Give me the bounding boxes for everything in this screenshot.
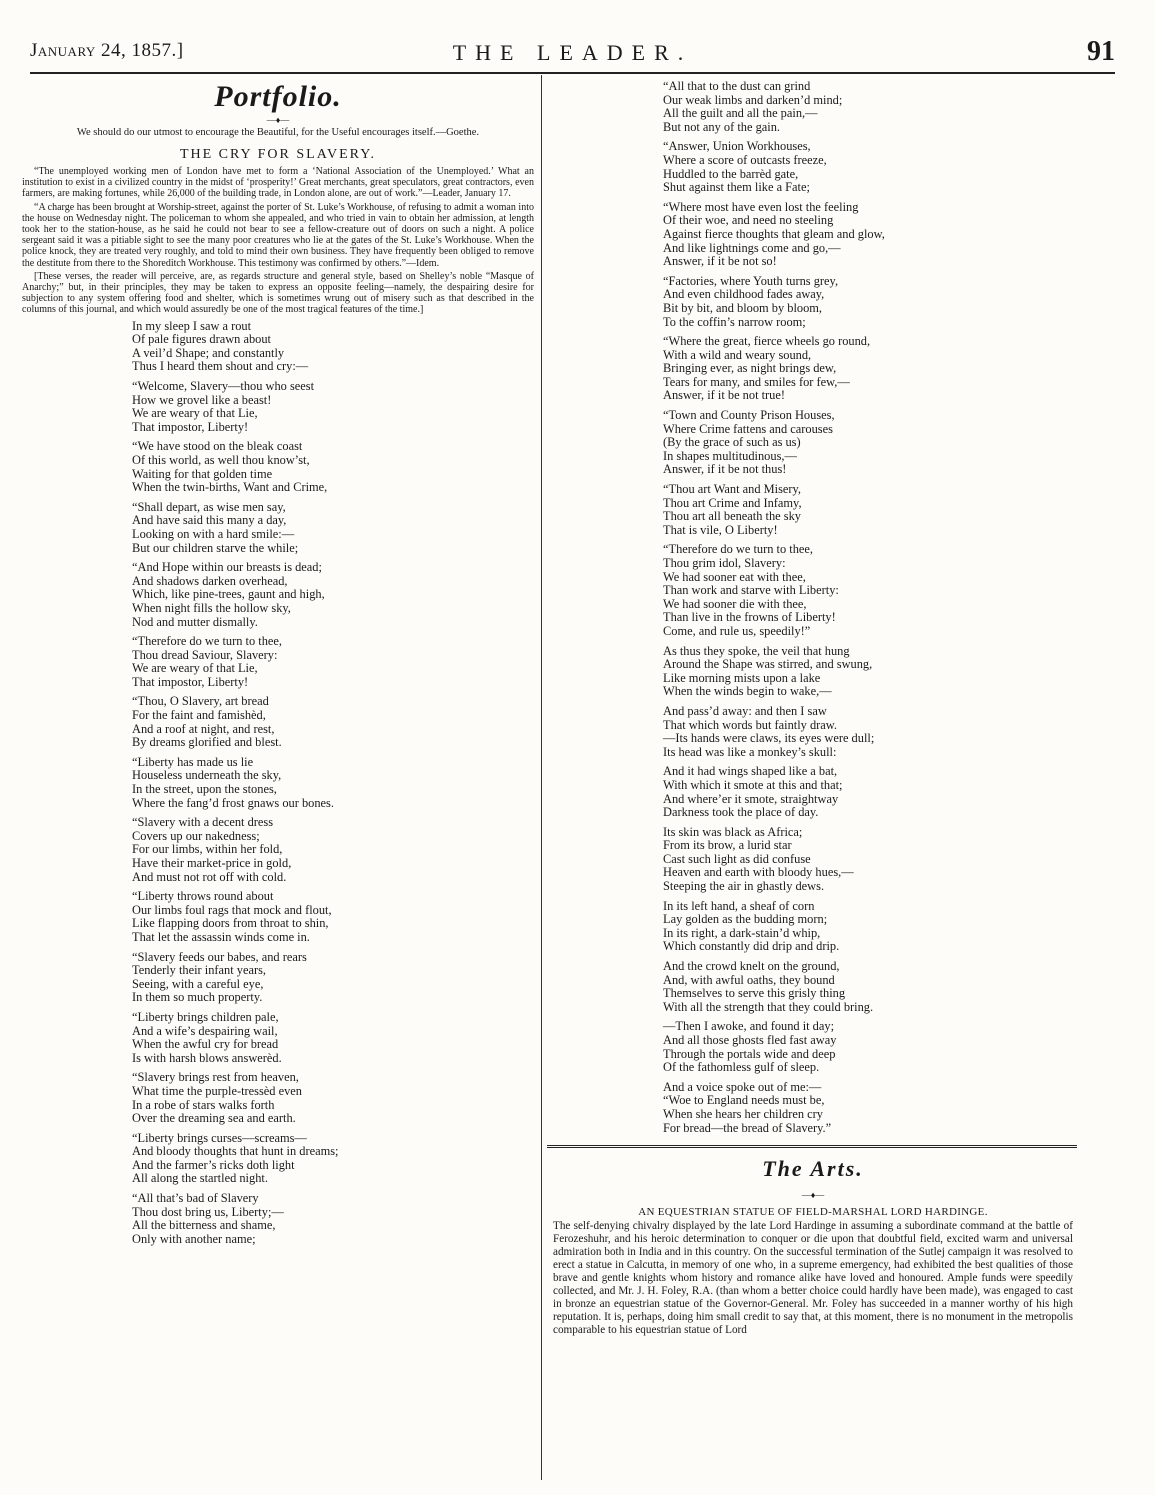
poem-line: We had sooner eat with thee, [663, 569, 806, 584]
article-title: AN EQUESTRIAN STATUE OF FIELD-MARSHAL LORD HARDINGE. [638, 1206, 988, 1219]
poem-line: Of this world, as well thou know’st, [132, 452, 310, 467]
poem-line: “Town and County Prison Houses, [663, 408, 835, 423]
poem-line: Looking on with a hard smile:— [132, 526, 295, 541]
poem-line: Darkness took the place of day. [663, 805, 819, 820]
poem-line: “Slavery with a decent dress [132, 815, 274, 830]
poem-line: Of the fathomless gulf of sleep. [663, 1060, 820, 1075]
intro-paragraph: “The unemployed working men of London have met to form a ‘National Association of the Unemployed.’ What an institution to exist in a civilized country in the midst of ‘prosperity!’ Great merchants, great speculators, great contractors, even farmers, are making fortunes, while 26,000 of the building trade, in London alone, are out of work.”—Leader, January 17. [22, 166, 534, 200]
poem-line: Answer, if it be not thus! [663, 462, 787, 477]
poem-line: Where a score of outcasts freeze, [663, 152, 827, 167]
poem-line: Shut against them like a Fate; [663, 180, 810, 195]
poem-line: Answer, if it be not true! [663, 388, 786, 403]
stanza [132, 501, 534, 555]
poem-line: And a wife’s despairing wail, [132, 1023, 278, 1038]
poem-line: “Slavery brings rest from heaven, [132, 1070, 299, 1085]
poem-line: “Where the great, fierce wheels go round, [663, 334, 871, 349]
poem-line: “Liberty throws round about [132, 889, 274, 904]
stanza [663, 900, 1073, 954]
page-header [30, 36, 1115, 70]
poem-line: “And Hope within our breasts is dead; [132, 560, 322, 575]
masthead-title: THE LEADER. [452, 40, 693, 65]
poem-line: Around the Shape was stirred, and swung, [663, 657, 873, 672]
poem-line: —Then I awoke, and found it day; [663, 1019, 835, 1034]
poem-line: Only with another name; [132, 1231, 256, 1246]
poem-line: And where’er it smote, straightway [663, 791, 839, 806]
page-number: 91 [1087, 36, 1115, 67]
poem-line: In shapes multitudinous,— [663, 448, 797, 463]
issue-date: January 24, 1857.] [30, 40, 184, 61]
poem-line: Its skin was black as Africa; [663, 824, 803, 839]
poem-line: Cast such light as did confuse [663, 851, 811, 866]
poem-line: In its left hand, a sheaf of corn [663, 898, 815, 913]
poem-line: For the faint and famishèd, [132, 708, 266, 723]
stanza [663, 201, 1073, 269]
poem-line: “Therefore do we turn to thee, [663, 542, 813, 557]
poem-line: Seeing, with a careful eye, [132, 976, 264, 991]
poem-line: Come, and rule us, speedily!” [663, 623, 811, 638]
poem-line: When she hears her children cry [663, 1106, 823, 1121]
poem-line: “Liberty brings curses—screams— [132, 1130, 307, 1145]
poem-line: And the crowd knelt on the ground, [663, 959, 840, 974]
poem-line: Thou art Crime and Infamy, [663, 495, 802, 510]
poem-line: With all the strength that they could bring. [663, 999, 874, 1014]
stanza [663, 409, 1073, 477]
poem-line: But our children starve the while; [132, 540, 299, 555]
poem-line: “Liberty has made us lie [132, 754, 254, 769]
stanza [132, 320, 534, 374]
stanza [132, 816, 534, 884]
poem-line: For bread—the bread of Slavery.” [663, 1120, 832, 1135]
poem-line: As thus they spoke, the veil that hung [663, 643, 850, 658]
poem-line: Thou grim idol, Slavery: [663, 556, 786, 570]
poem-line: “Woe to England needs must be, [663, 1093, 825, 1108]
ornament-divider: —♦— [801, 1190, 825, 1201]
poem-line: When the twin-births, Want and Crime, [132, 480, 328, 495]
stanza [132, 635, 534, 689]
poem-line: Houseless underneath the sky, [132, 768, 282, 783]
poem-line: We are weary of that Lie, [132, 661, 258, 676]
left-column [22, 80, 534, 1252]
poem-line: And shadows darken overhead, [132, 573, 288, 588]
poem-line: That let the assassin winds come in. [132, 929, 310, 944]
poem-line: “Answer, Union Workhouses, [663, 139, 811, 154]
poem-line: “Therefore do we turn to thee, [132, 634, 282, 649]
poem-line: “Where most have even lost the feeling [663, 199, 859, 214]
poem-line: Tears for many, and smiles for few,— [663, 374, 850, 389]
poem-line: All along the startled night. [132, 1171, 268, 1186]
poem-line: —Its hands were claws, its eyes were dull; [663, 731, 875, 746]
poem-line: Thou dread Saviour, Slavery: [132, 647, 278, 662]
poem-line: For our limbs, within her fold, [132, 842, 283, 857]
article-body: The self-denying chivalry displayed by the late Lord Hardinge in assuming a subordinate command at the battle of Ferozeshuhr, and his heroic determination to conquer or die upon that doubtful field, excited warm and universal admiration both in India and in this country. On the successful termination of the Sutlej campaign it was resolved to erect a statue in Calcutta, in memory of one who, in a supreme emergency, had exhibited the best qualities of those brave and gentle knights whom history and romance alike have loved and honoured. Ample funds were speedily collected, and Mr. J. H. Foley, R.A. (than whom a better choice could hardly have been made), was engaged to cast in bronze an equestrian statue of the Governor-General. Mr. Foley has succeeded in a manner worthy of his high reputation. It is, perhaps, doing him small credit to say that, at this moment, there is no monument in the metropolis comparable to his equestrian statue of Lord [553, 1220, 1073, 1337]
stanza [663, 275, 1073, 329]
stanza [663, 1081, 1073, 1135]
stanza [663, 645, 1073, 699]
poem-line: Of their woe, and need no steeling [663, 213, 834, 228]
poem-line: Covers up our nakedness; [132, 828, 260, 843]
poem-line: Have their market-price in gold, [132, 856, 292, 871]
stanza [663, 960, 1073, 1014]
poem-line: By dreams glorified and blest. [132, 735, 282, 750]
poem-line: “All that’s bad of Slavery [132, 1191, 259, 1206]
poem-line: And have said this many a day, [132, 513, 287, 528]
stanza [132, 1192, 534, 1246]
poem-line: When the winds begin to wake,— [663, 684, 832, 699]
stanza [663, 543, 1073, 638]
poem-line: Waiting for that golden time [132, 466, 273, 481]
poem-line: “Welcome, Slavery—thou who seest [132, 379, 315, 394]
poem-line: Themselves to serve this grisly thing [663, 986, 846, 1001]
poem-line: That impostor, Liberty! [132, 419, 249, 434]
poem-line: Lay golden as the budding morn; [663, 912, 828, 927]
poem-line: “Thou art Want and Misery, [663, 482, 802, 497]
poem-line: What time the purple-tressèd even [132, 1083, 302, 1098]
poem-line: Over the dreaming sea and earth. [132, 1111, 296, 1126]
poem-line: That is vile, O Liberty! [663, 522, 778, 537]
stanza [132, 1132, 534, 1186]
poem-line: In the street, upon the stones, [132, 782, 277, 797]
poem-line: And all those ghosts fled fast away [663, 1033, 837, 1047]
poem-line: Thou art all beneath the sky [663, 509, 801, 524]
header-rule [30, 72, 1115, 74]
poem-line: With which it smote at this and that; [663, 777, 843, 792]
poem-line: Against fierce thoughts that gleam and glow, [663, 226, 885, 241]
poem-line: In my sleep I saw a rout [132, 318, 252, 333]
intro-paragraph: “A charge has been brought at Worship-street, against the porter of St. Luke’s Workhouse, of refusing to admit a woman into the house on Wednesday night. The policeman to whom she appealed, and who tried in vain to obtain her admission, at length took her to the station-house, as he said he could not bear to see a fellow-creature out of doors on such a night. A police sergeant said it was a pitiable sight to see the many poor creatures who lie at the gates of the St. Luke’s Workhouse. When the police knock, they are treated very roughly, and told to mind their own business. They have frequently been obliged to remove the destitute from there to the Shoreditch Workhouse. This testimony was confirmed by others.”—Idem. [22, 201, 534, 269]
intro-paragraph: [These verses, the reader will perceive, are, as regards structure and general style, based on Shelley’s noble “Masque of Anarchy;” but, in their principles, they may be taken to express an opposite feeling—namely, the despairing desire for subjection to any system offering food and shelter, which is sometimes wrung out of misery such as that described in the columns of this journal, and which would assuredly be one of the most tragical features of the time.] [22, 270, 534, 316]
poem-line: And the farmer’s ricks doth light [132, 1157, 295, 1172]
right-column [553, 80, 1073, 1337]
poem-line: In a robe of stars walks forth [132, 1097, 275, 1112]
ornament-divider: —♦— [266, 115, 290, 125]
stanza [663, 335, 1073, 403]
poem-line: Than live in the frowns of Liberty! [663, 610, 836, 625]
poem-line: Where Crime fattens and carouses [663, 421, 833, 436]
poem-line: And bloody thoughts that hunt in dreams; [132, 1144, 339, 1159]
poem-line: Like flapping doors from throat to shin, [132, 916, 329, 931]
poem-line: “Slavery feeds our babes, and rears [132, 949, 307, 964]
stanza [132, 1011, 534, 1065]
poem-title: THE CRY FOR SLAVERY. [179, 147, 377, 162]
poem-line: And it had wings shaped like a bat, [663, 764, 838, 779]
stanza [132, 695, 534, 749]
stanza [132, 756, 534, 810]
stanza [132, 890, 534, 944]
poem-line: Through the portals wide and deep [663, 1046, 836, 1061]
poem-line: Our weak limbs and darken’d mind; [663, 92, 843, 107]
poem-line: Thus I heard them shout and cry:— [132, 359, 309, 374]
poem-line: We are weary of that Lie, [132, 406, 258, 421]
poem-line: In them so much property. [132, 990, 263, 1005]
poem-line: From its brow, a lurid star [663, 838, 792, 853]
poem-line: A veil’d Shape; and constantly [132, 345, 285, 360]
stanza [663, 765, 1073, 819]
poem-line: “We have stood on the bleak coast [132, 439, 303, 454]
poem-line: Like morning mists upon a lake [663, 670, 821, 685]
poem-line: Steeping the air in ghastly dews. [663, 879, 825, 894]
poem-line: All the bitterness and shame, [132, 1218, 276, 1233]
poem-line: “Factories, where Youth turns grey, [663, 273, 839, 288]
poem-line: When night fills the hollow sky, [132, 600, 291, 615]
poem-left [22, 320, 534, 1247]
stanza [663, 826, 1073, 894]
poem-line: “Shall depart, as wise men say, [132, 499, 286, 514]
poem-line: We had sooner die with thee, [663, 596, 807, 611]
poem-line: Thou dost bring us, Liberty;— [132, 1204, 284, 1219]
stanza [663, 705, 1073, 759]
poem-line: Than work and starve with Liberty: [663, 583, 839, 598]
poem-line: But not any of the gain. [663, 119, 781, 134]
portfolio-heading: Portfolio. [214, 80, 342, 113]
poem-line: And like lightnings come and go,— [663, 240, 841, 255]
stanza [663, 80, 1073, 134]
poem-line: Is with harsh blows answerèd. [132, 1050, 282, 1065]
poem-line: How we grovel like a beast! [132, 392, 272, 407]
poem-line: “All that to the dust can grind [663, 79, 811, 93]
poem-line: Answer, if it be not so! [663, 254, 777, 269]
poem-line: “Thou, O Slavery, art bread [132, 694, 269, 709]
poem-line: Tenderly their infant years, [132, 963, 266, 978]
poem-right [553, 80, 1073, 1135]
poem-line: Bringing ever, as night brings dew, [663, 361, 837, 376]
stanza [132, 440, 534, 494]
poem-line: Heaven and earth with bloody hues,— [663, 865, 854, 880]
poem-line: Our limbs foul rags that mock and flout, [132, 902, 332, 917]
poem-line: And, with awful oaths, they bound [663, 972, 835, 987]
poem-line: And even childhood fades away, [663, 287, 825, 302]
stanza [132, 380, 534, 434]
poem-line: Bit by bit, and bloom by bloom, [663, 300, 823, 315]
poem-line: Its head was like a monkey’s skull: [663, 744, 837, 759]
section-rule [547, 1145, 1077, 1148]
poem-line: Which constantly did drip and drip. [663, 939, 840, 954]
stanza [663, 1020, 1073, 1074]
stanza [132, 951, 534, 1005]
poem-line: When the awful cry for bread [132, 1037, 279, 1052]
poem-line: To the coffin’s narrow room; [663, 314, 806, 329]
stanza [132, 1071, 534, 1125]
poem-line: Which, like pine-trees, gaunt and high, [132, 587, 325, 602]
stanza [663, 483, 1073, 537]
poem-line: And a voice spoke out of me:— [663, 1079, 822, 1094]
epigraph: We should do our utmost to encourage the Beautiful, for the Useful encourages itself.—Goethe. [76, 127, 480, 138]
poem-line: And a roof at night, and rest, [132, 721, 275, 736]
poem-line: Nod and mutter dismally. [132, 614, 258, 629]
poem-line: Of pale figures drawn about [132, 332, 272, 347]
poem-line: That which words but faintly draw. [663, 717, 838, 732]
poem-line: That impostor, Liberty! [132, 674, 249, 689]
arts-heading: The Arts. [762, 1156, 864, 1182]
poem-line: (By the grace of such as us) [663, 435, 801, 450]
poem-line: Huddled to the barrèd gate, [663, 166, 799, 181]
poem-line: “Liberty brings children pale, [132, 1009, 279, 1024]
poem-line: All the guilt and all the pain,— [663, 106, 818, 121]
poem-line: And must not rot off with cold. [132, 869, 287, 884]
poem-line: With a wild and weary sound, [663, 347, 812, 362]
poem-line: In its right, a dark-stain’d whip, [663, 925, 821, 940]
stanza [663, 140, 1073, 194]
stanza [132, 561, 534, 629]
column-divider [541, 75, 542, 1480]
poem-line: And pass’d away: and then I saw [663, 703, 827, 718]
poem-line: Where the fang’d frost gnaws our bones. [132, 795, 334, 810]
